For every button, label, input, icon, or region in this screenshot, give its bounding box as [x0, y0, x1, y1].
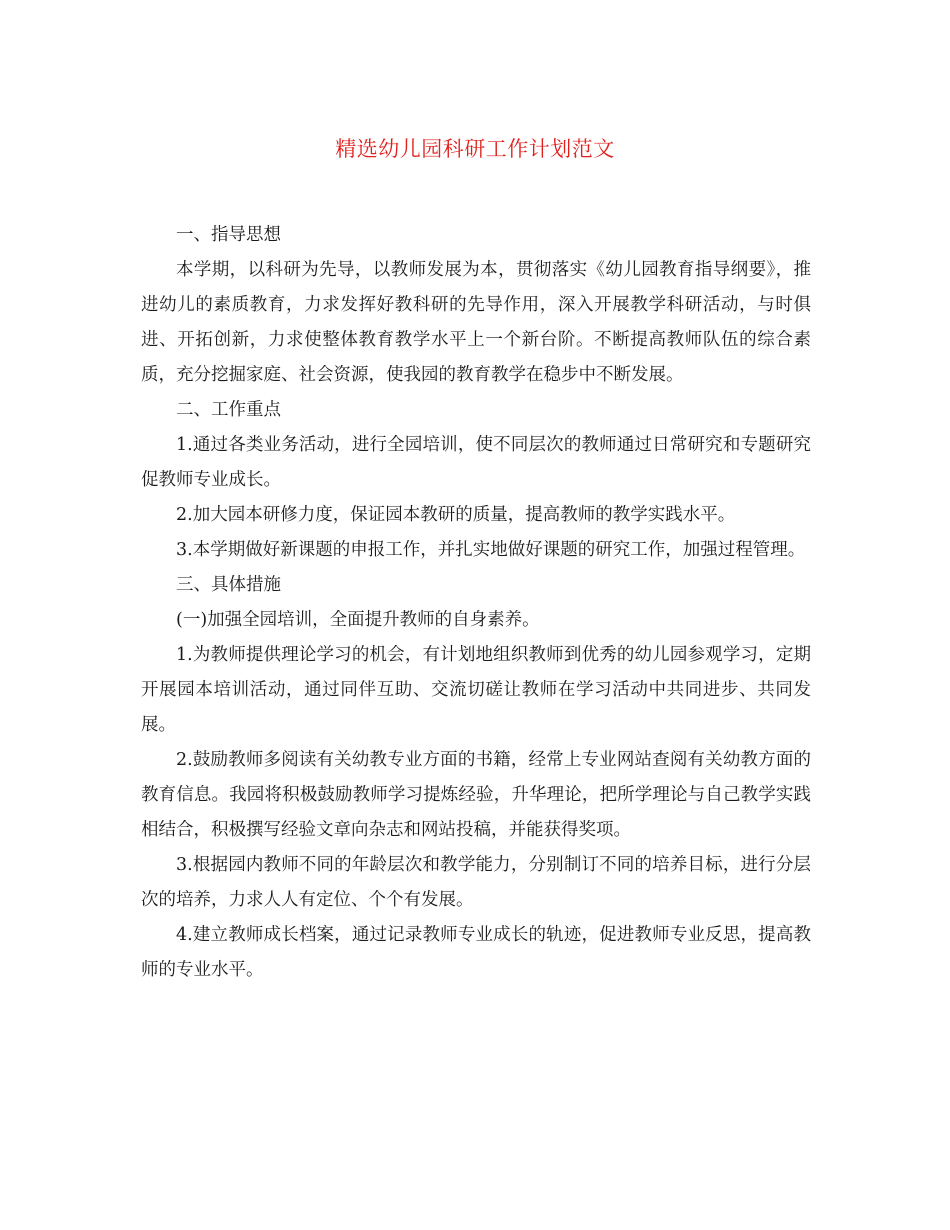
- document-title: 精选幼儿园科研工作计划范文: [335, 137, 615, 161]
- work-focus-item-3: 3.本学期做好新课题的申报工作，并扎实地做好课题的研究工作，加强过程管理。: [176, 540, 806, 560]
- measure-item-2: 2.鼓励教师多阅读有关幼教专业方面的书籍，经常上专业网站查阅有关幼教方面的教育信息。我园将积极鼓励教师学习提炼经验，升华理论，把所学理论与自己教学实践相结合，积极撰写经验文章向杂志和网站投稿，并能获得奖项。: [141, 750, 811, 840]
- subheading-training: (一)加强全园培训，全面提升教师的自身素养。: [176, 610, 540, 630]
- work-focus-item-1: 1.通过各类业务活动，进行全园培训，使不同层次的教师通过日常研究和专题研究促教师专业成长。: [141, 435, 811, 490]
- measure-item-3: 3.根据园内教师不同的年龄层次和教学能力，分别制订不同的培养目标，进行分层次的培养，力求人人有定位、个个有发展。: [141, 855, 811, 910]
- work-focus-item-2: 2.加大园本研修力度，保证园本教研的质量，提高教师的教学实践水平。: [176, 505, 736, 525]
- heading-guiding-ideology: 一、指导思想: [176, 225, 281, 245]
- heading-work-focus: 二、工作重点: [176, 400, 281, 420]
- paragraph-guiding-ideology: 本学期，以科研为先导，以教师发展为本，贯彻落实《幼儿园教育指导纲要》，推进幼儿的素质教育，力求发挥好教科研的先导作用，深入开展教学科研活动，与时俱进、开拓创新，力求使整体教育教学水平上一个新台阶。不断提高教师队伍的综合素质，充分挖掘家庭、社会资源，使我园的教育教学在稳步中不断发展。: [141, 260, 811, 385]
- document-body: [141, 218, 811, 988]
- heading-specific-measures: 三、具体措施: [176, 575, 281, 595]
- measure-item-4: 4.建立教师成长档案，通过记录教师专业成长的轨迹，促进教师专业反思，提高教师的专业水平。: [141, 925, 811, 980]
- measure-item-1: 1.为教师提供理论学习的机会，有计划地组织教师到优秀的幼儿园参观学习，定期开展园本培训活动，通过同伴互助、交流切磋让教师在学习活动中共同进步、共同发展。: [141, 645, 811, 735]
